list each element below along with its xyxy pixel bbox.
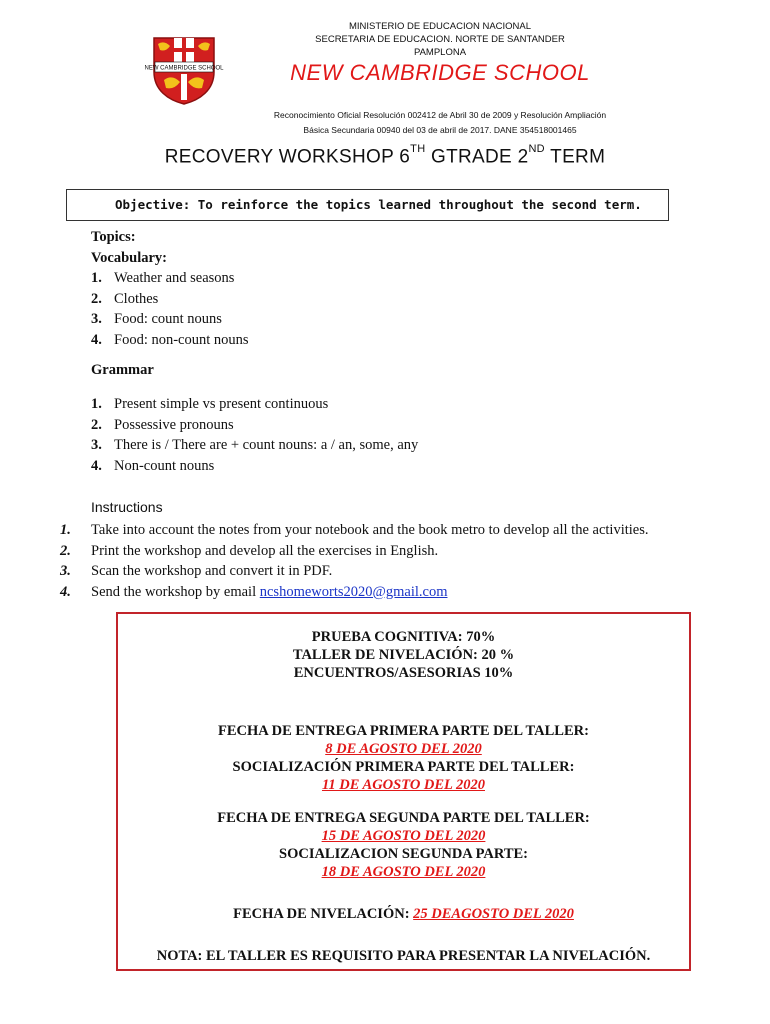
grammar-list [91, 394, 651, 476]
title-superscript: TH [410, 143, 426, 155]
item-number: 1. [60, 522, 71, 538]
item-text: There is / There are + count nouns: a / an, some, any [114, 437, 419, 453]
item-number: 2. [91, 416, 102, 433]
item-text: Take into account the notes from your notebook and the book metro to develop all the activities. [91, 522, 649, 538]
item-number: 1. [91, 270, 102, 286]
list-item [60, 541, 750, 562]
page-title [100, 143, 670, 168]
item-text: Food: count nouns [114, 311, 222, 327]
item-number: 2. [60, 542, 71, 559]
logo-banner-text: NEW CAMBRIDGE SCHOOL [144, 65, 224, 72]
item-number: 1. [91, 396, 102, 412]
grading-box [116, 612, 691, 971]
item-text: Print the workshop and develop all the exercises in English. [91, 542, 439, 559]
item-text: Clothes [114, 290, 159, 307]
item-text: Present simple vs present continuous [114, 396, 329, 412]
requirement-note: NOTA: EL TALLER ES REQUISITO PARA PRESENTAR LA NIVELACIÓN. [156, 948, 651, 964]
list-item [91, 415, 651, 436]
objective-box: Objective: To reinforce the topics learned throughout the second term. [66, 189, 669, 221]
instructions-label: Instructions [91, 499, 163, 515]
email-link[interactable]: ncshomeworts2020@gmail.com [259, 583, 448, 600]
item-text: Send the workshop by email [91, 583, 260, 600]
social1-date: 11 DE AGOSTO DEL 2020 [321, 777, 485, 793]
title-part: GTRADE 2 [425, 146, 529, 168]
list-item [60, 520, 750, 541]
list-item [91, 456, 651, 477]
school-crest-logo [144, 36, 224, 106]
list-item [60, 582, 750, 603]
list-item [60, 561, 750, 582]
item-number: 2. [91, 290, 102, 307]
vocabulary-label: Vocabulary: [91, 249, 167, 266]
recognition-line-1: Reconocimiento Oficial Resolución 002412 de Abril 30 de 2009 y Resolución Ampliación [273, 110, 607, 120]
item-number: 4. [60, 583, 71, 600]
secretary-line: SECRETARIA DE EDUCACION. NORTE DE SANTANDER [315, 34, 565, 45]
title-part: RECOVERY WORKSHOP 6 [164, 146, 411, 168]
topics-label: Topics: [91, 229, 136, 245]
list-item [91, 268, 651, 289]
school-name: NEW CAMBRIDGE SCHOOL [290, 60, 590, 85]
item-text: Food: non-count nouns [114, 331, 249, 348]
item-number: 4. [91, 331, 102, 348]
delivery1-date: 8 DE AGOSTO DEL 2020 [325, 741, 482, 757]
grading-meetings: ENCUENTROS/ASESORIAS 10% [293, 665, 514, 681]
item-number: 3. [91, 437, 102, 453]
recognition-line-2: Básica Secundaria 00940 del 03 de abril de 2017. DANE 354518001465 [303, 125, 577, 135]
title-part: TERM [544, 146, 606, 168]
item-text: Possessive pronouns [114, 416, 234, 433]
delivery1-label: FECHA DE ENTREGA PRIMERA PARTE DEL TALLER: [218, 723, 589, 739]
social2-label: SOCIALIZACION SEGUNDA PARTE: [279, 846, 528, 862]
item-number: 3. [91, 311, 102, 327]
vocabulary-list [91, 268, 651, 350]
delivery2-date: 15 DE AGOSTO DEL 2020 [321, 828, 486, 844]
leveling-label: FECHA DE NIVELACIÓN: [233, 906, 414, 922]
city-line: PAMPLONA [413, 47, 467, 58]
topics-section [91, 227, 651, 350]
delivery2-label: FECHA DE ENTREGA SEGUNDA PARTE DEL TALLER: [217, 810, 590, 826]
ministry-header [300, 20, 580, 59]
recognition-text [240, 108, 640, 138]
instructions-list [60, 520, 750, 602]
item-text: Non-count nouns [114, 457, 215, 474]
item-number: 3. [60, 563, 71, 579]
list-item [91, 289, 651, 310]
grammar-label: Grammar [91, 362, 154, 378]
list-item [91, 394, 651, 415]
item-number: 4. [91, 457, 102, 474]
ministry-line: MINISTERIO DE EDUCACION NACIONAL [348, 21, 532, 32]
grading-cognitive: PRUEBA COGNITIVA: 70% [311, 629, 496, 645]
social1-label: SOCIALIZACIÓN PRIMERA PARTE DEL TALLER: [232, 759, 575, 775]
social2-date: 18 DE AGOSTO DEL 2020 [321, 864, 486, 880]
leveling-line [118, 905, 689, 923]
list-item [91, 435, 651, 456]
item-text: Scan the workshop and convert it in PDF. [91, 563, 333, 579]
list-item [91, 330, 651, 351]
leveling-date: 25 DEAGOSTO DEL 2020 [413, 906, 574, 922]
title-superscript: ND [528, 143, 545, 155]
grading-workshop: TALLER DE NIVELACIÓN: 20 % [292, 647, 515, 663]
list-item [91, 309, 651, 330]
item-text: Weather and seasons [114, 270, 235, 286]
